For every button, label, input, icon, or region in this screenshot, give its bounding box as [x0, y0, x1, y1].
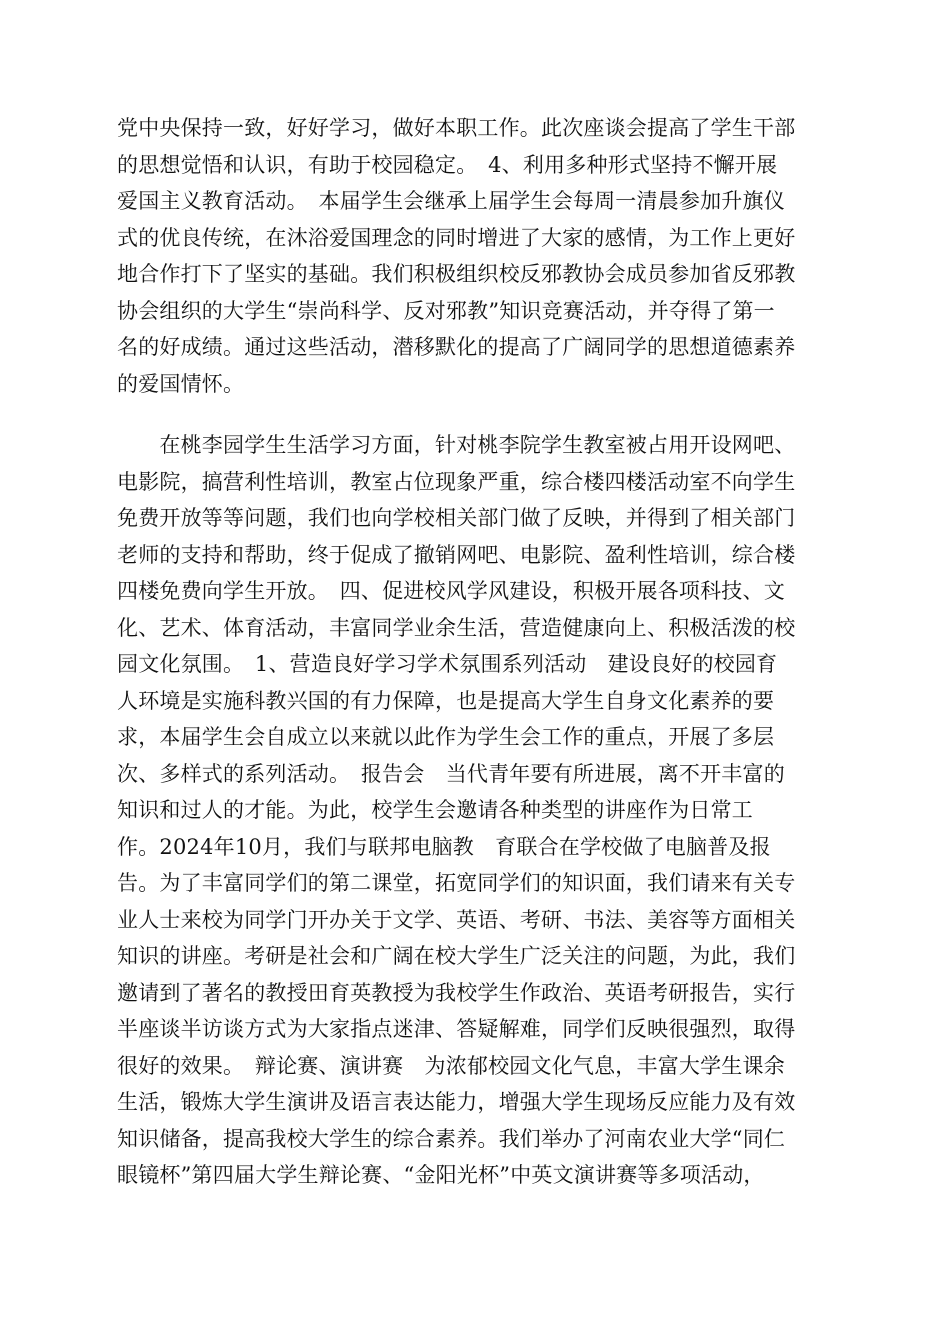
text-line: 邀请到了著名的教授田育英教授为我校学生作政治、英语考研报告，实行 [117, 980, 796, 1005]
text-line: 人环境是实施科教兴国的有力保障，也是提高大学生自身文化素养的要 [117, 688, 775, 713]
text-line: 的爱国情怀。 [117, 371, 245, 396]
text-line: 知识的讲座。考研是社会和广阔在校大学生广泛关注的问题，为此，我们 [117, 944, 796, 968]
text-line: 很好的效果。 辩论赛、演讲赛 为浓郁校园文化气息，丰富大学生课余 [117, 1053, 785, 1078]
text-line: 四楼免费向学生开放。 四、促进校风学风建设，积极开展各项科技、文 [117, 579, 785, 603]
text-line: 园文化氛围。 1、营造良好学习学术氛围系列活动 建设良好的校园育 [117, 652, 778, 676]
text-line: 免费开放等等问题，我们也向学校相关部门做了反映，并得到了相关部门 [117, 506, 796, 530]
text-line: 的思想觉悟和认识，有助于校园稳定。 4、利用多种形式坚持不懈开展 [117, 152, 778, 177]
text-line: 协会组织的大学生“崇尚科学、反对邪教”知识竞赛活动，并夺得了第一 [117, 298, 775, 323]
text-line: 爱国主义教育活动。 本届学生会继承上届学生会每周一清晨参加升旗仪 [117, 189, 785, 213]
text-line: 业人士来校为同学门开办关于文学、英语、考研、书法、美容等方面相关 [117, 907, 796, 932]
text-line: 知识和过人的才能。为此，校学生会邀请各种类型的讲座作为日常工 [117, 798, 753, 822]
text-line: 求，本届学生会自成立以来就以此作为学生会工作的重点，开展了多层 [117, 725, 775, 749]
text-line: 老师的支持和帮助，终于促成了撤销网吧、电影院、盈利性培训，综合楼 [117, 542, 796, 567]
text-line: 地合作打下了坚实的基础。我们积极组织校反邪教协会成员参加省反邪教 [117, 262, 796, 286]
text-line: 作。2024年10月，我们与联邦电脑教 育联合在学校做了电脑普及报 [117, 834, 771, 859]
text-line: 半座谈半访谈方式为大家指点迷津、答疑解难，同学们反映很强烈，取得 [117, 1017, 796, 1041]
text-line: 名的好成绩。通过这些活动，潜移默化的提高了广阔同学的思想道德素养 [117, 335, 796, 359]
text-line: 化、艺术、体育活动，丰富同学业余生活，营造健康向上、积极活泼的校 [117, 615, 796, 640]
text-line: 生活，锻炼大学生演讲及语言表达能力，增强大学生现场反应能力及有效 [117, 1090, 796, 1114]
text-line: 电影院，搞营利性培训，教室占位现象严重，综合楼四楼活动室不向学生 [117, 469, 796, 494]
paragraph-2 [117, 427, 837, 1194]
paragraph-1 [117, 110, 837, 402]
text-line: 式的优良传统，在沐浴爱国理念的同时增进了大家的感情，为工作上更好 [117, 225, 796, 250]
text-line: 眼镜杯”第四届大学生辩论赛、“金阳光杯”中英文演讲赛等多项活动， [117, 1163, 765, 1187]
text-line: 在桃李园学生生活学习方面，针对桃李院学生教室被占用开设网吧、 [117, 433, 796, 457]
text-line: 党中央保持一致，好好学习，做好本职工作。此次座谈会提高了学生干部 [117, 116, 796, 140]
text-line: 知识储备，提高我校大学生的综合素养。我们举办了河南农业大学“同仁 [117, 1126, 786, 1151]
text-line: 告。为了丰富同学们的第二课堂，拓宽同学们的知识面，我们请来有关专 [117, 871, 796, 895]
text-line: 次、多样式的系列活动。 报告会 当代青年要有所进展，离不开丰富的 [117, 761, 785, 786]
